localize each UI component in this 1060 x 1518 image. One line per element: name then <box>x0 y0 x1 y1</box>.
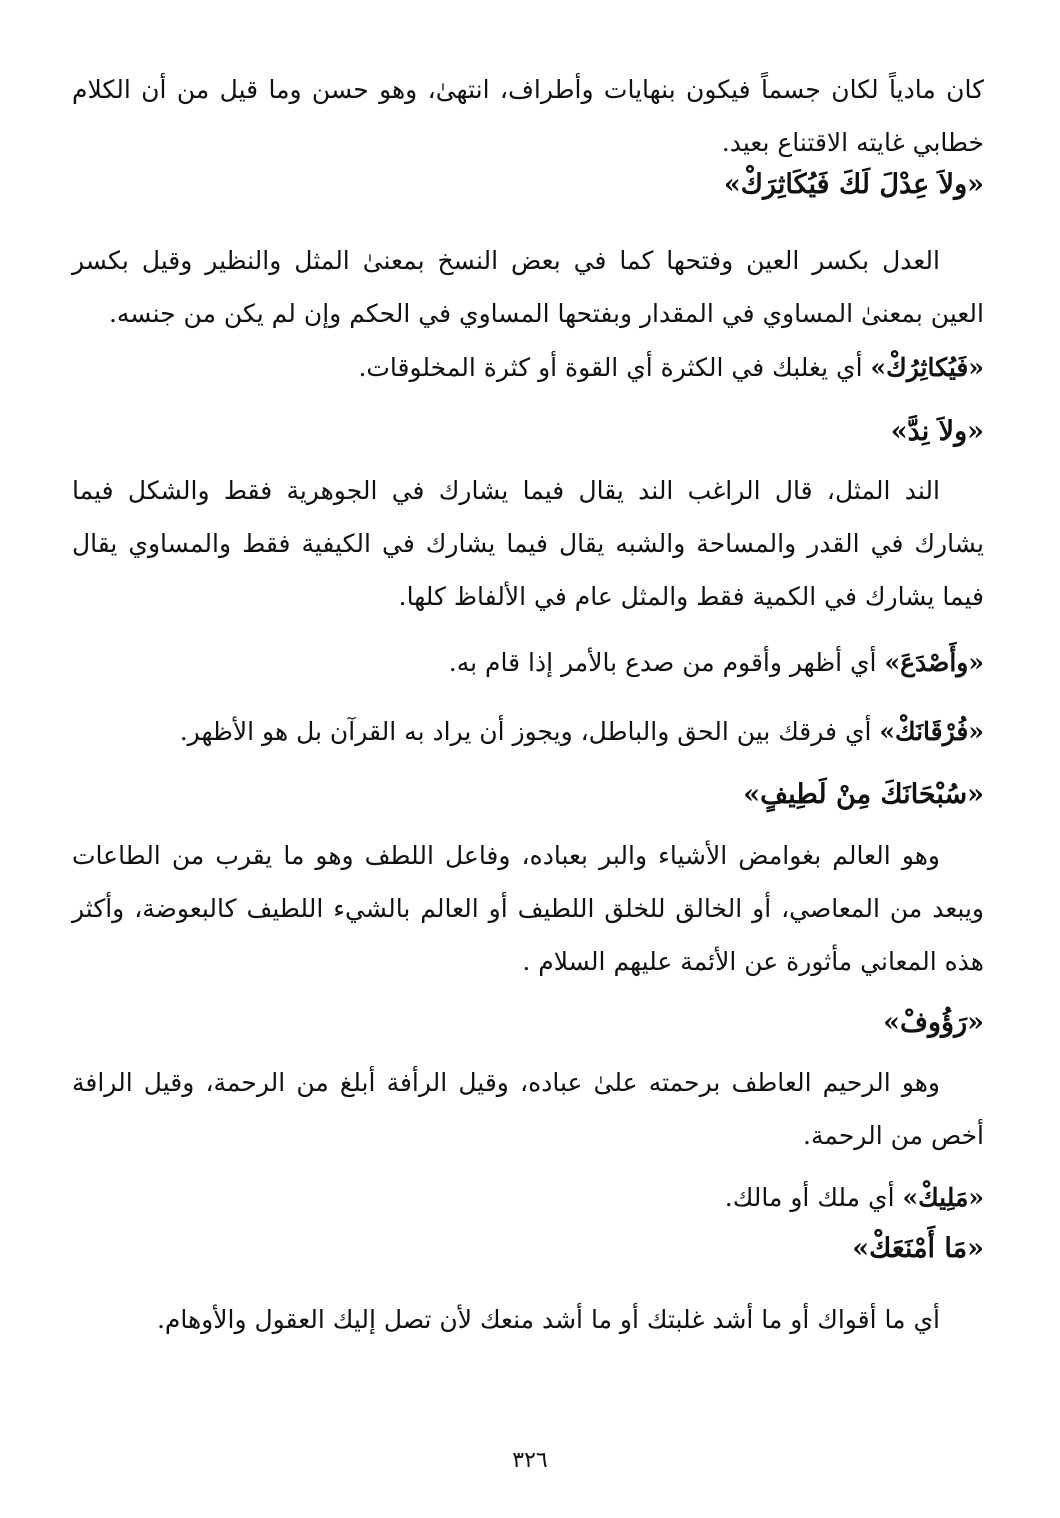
defined-term: «فُرْقَانَكْ» <box>879 717 984 746</box>
definition-text: أي فرقك بين الحق والباطل، ويجوز أن يراد به القرآن بل هو الأظهر. <box>179 717 880 746</box>
paragraph-amnaak <box>72 1293 984 1346</box>
section-heading-adl <box>72 158 984 211</box>
heading-text: «ولاَ نِدَّ» <box>890 416 984 447</box>
defined-term: «مَلِيكْ» <box>902 1183 984 1212</box>
paragraph-nidd <box>72 464 984 623</box>
page-number: ٣٢٦ <box>512 1448 548 1473</box>
heading-text: «مَا أَمْنَعَكْ» <box>852 1233 984 1264</box>
paragraph-text: أي ما أقواك أو ما أشد غلبتك أو ما أشد منعك لأن تصل إليك العقول والأوهام. <box>156 1305 940 1334</box>
defined-term: «فَيُكاثِرُكْ» <box>870 353 984 382</box>
definition-asdaa <box>72 636 984 689</box>
paragraph-text: الند المثل، قال الراغب الند يقال فيما يشارك في الجوهرية فقط والشكل فيما يشارك في القدر والمساحة والشبه يقال فيما يشارك في الكيفية فقط والمساوي يقال فيما يشارك في الكمية فقط والمثل عام في الألفاظ كلها. <box>72 476 984 611</box>
definition-fayukathiruk <box>72 341 984 394</box>
definition-text: أي ملك أو مالك. <box>724 1183 903 1212</box>
defined-term: «وأَصْدَعَ» <box>884 648 984 677</box>
definition-text: أي أظهر وأقوم من صدع بالأمر إذا قام به. <box>448 648 885 677</box>
paragraph-latif <box>72 829 984 988</box>
paragraph-adl <box>72 234 984 340</box>
paragraph-text: وهو الرحيم العاطف برحمته علىٰ عباده، وقيل الرأفة أبلغ من الرحمة، وقيل الرافة أخص من الرحمة. <box>72 1068 984 1150</box>
section-heading-latif <box>72 768 984 821</box>
paragraph-rauf <box>72 1056 984 1162</box>
definition-malik <box>72 1171 984 1224</box>
heading-text: «سُبْحَانَكَ مِنْ لَطِيفٍ» <box>743 779 984 810</box>
section-heading-rauf <box>72 996 984 1049</box>
paragraph-text: العدل بكسر العين وفتحها كما في بعض النسخ بمعنىٰ المثل والنظير وقيل بكسر العين بمعنىٰ المساوي في المقدار وبفتحها المساوي في الحكم وإن لم يكن من جنسه. <box>72 246 984 328</box>
definition-text: أي يغلبك في الكثرة أي القوة أو كثرة المخلوقات. <box>358 353 871 382</box>
heading-text: «رَؤُوفْ» <box>883 1007 984 1038</box>
section-heading-amnaak <box>72 1222 984 1275</box>
definition-furqanak <box>72 705 984 758</box>
paragraph-text: كان مادياً لكان جسماً فيكون بنهايات وأطراف، انتهىٰ، وهو حسن وما قيل من أن الكلام خطابي غايته الاقتناع بعيد. <box>72 75 984 157</box>
paragraph-text: وهو العالم بغوامض الأشياء والبر بعباده، وفاعل اللطف وهو ما يقرب من الطاعات ويبعد من المعاصي، أو الخالق للخلق اللطيف أو العالم بالشيء اللطيف كالبعوضة، وأكثر هذه المعاني مأثورة عن الأئمة عليهم السلام . <box>72 841 984 976</box>
paragraph-continuation <box>72 63 984 169</box>
heading-text: «ولاَ عِدْلَ لَكَ فَيُكَاثِرَكْ» <box>723 169 984 200</box>
section-heading-nidd <box>72 405 984 458</box>
